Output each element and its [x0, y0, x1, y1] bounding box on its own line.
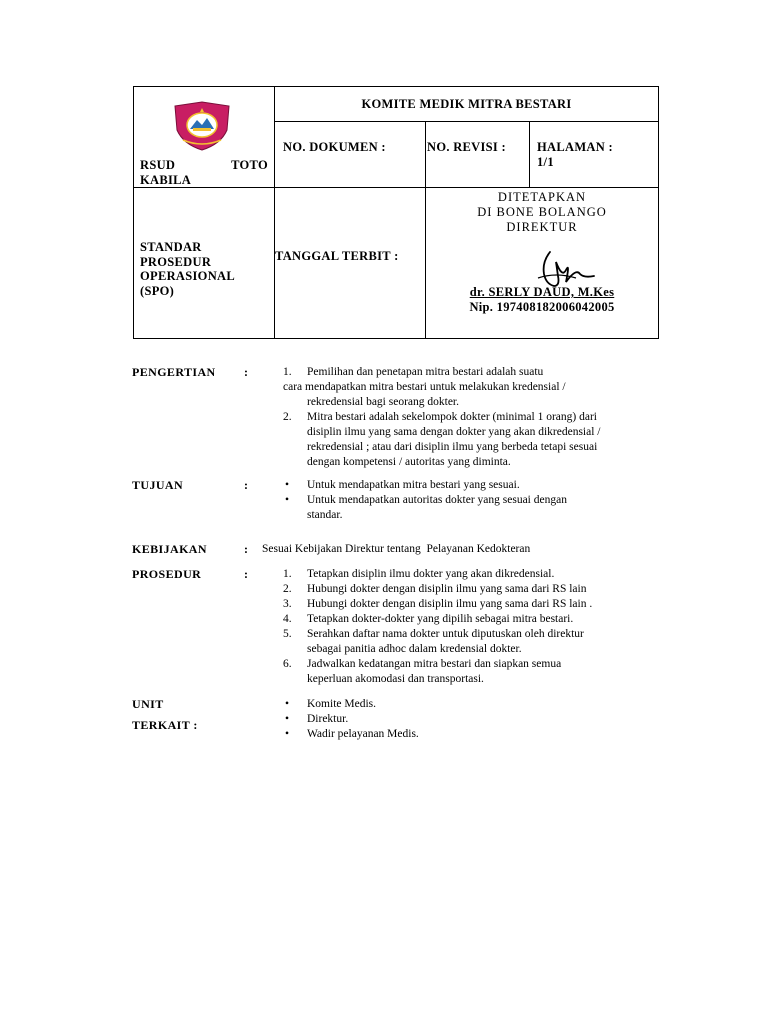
list-number: 3. — [283, 598, 292, 610]
list-item — [283, 410, 683, 470]
hospital-name — [140, 158, 268, 187]
list-item — [283, 612, 683, 627]
unit-list — [283, 697, 683, 742]
ditetapkan-cell — [426, 188, 658, 338]
list-item — [283, 657, 683, 687]
tujuan-list — [283, 478, 683, 523]
bullet-icon: • — [285, 494, 290, 506]
no-revisi-label: NO. REVISI : — [426, 122, 530, 188]
list-text: Direktur. — [307, 713, 349, 725]
hospital-name-toto: TOTO — [231, 158, 268, 172]
prosedur-colon: : — [244, 567, 248, 581]
list-text: Komite Medis. — [307, 698, 376, 710]
bullet-icon: • — [285, 728, 290, 740]
list-text: standar. — [307, 509, 343, 521]
kebijakan-label: KEBIJAKAN — [132, 542, 207, 556]
list-text: Pemilihan dan penetapan mitra bestari adalah suatu — [307, 366, 544, 378]
list-number: 1. — [283, 366, 292, 378]
list-item — [283, 727, 683, 742]
prosedur-list — [283, 567, 683, 687]
list-item — [283, 712, 683, 727]
list-item — [283, 493, 683, 523]
list-item — [283, 478, 683, 493]
list-text: keperluan akomodasi dan transportasi. — [307, 673, 484, 685]
prosedur-label: PROSEDUR — [132, 567, 202, 581]
list-text: Wadir pelayanan Medis. — [307, 728, 419, 740]
list-text: Jadwalkan kedatangan mitra bestari dan siapkan semua — [307, 658, 562, 670]
ditetapkan-line: DITETAPKAN — [497, 190, 587, 204]
list-text: Hubungi dokter dengan disiplin ilmu yang sama dari RS lain — [307, 583, 587, 595]
list-text: dengan kompetensi / autoritas yang diminta. — [307, 456, 511, 468]
pengertian-label: PENGERTIAN — [132, 365, 216, 379]
list-item — [283, 567, 683, 582]
list-number: 2. — [283, 583, 292, 595]
ditetapkan-line: DIREKTUR — [506, 220, 578, 234]
spo-line: (SPO) — [140, 283, 175, 298]
document-title: KOMITE MEDIK MITRA BESTARI — [275, 87, 658, 122]
list-text: rekredensial ; atau dari disiplin ilmu yang berbeda tetapi sesuai — [307, 441, 598, 453]
list-text: rekredensial bagi seorang dokter. — [307, 396, 459, 408]
unit-label: UNIT — [132, 697, 164, 711]
list-number: 1. — [283, 568, 292, 580]
header-table — [133, 86, 659, 339]
halaman-label: HALAMAN : — [537, 140, 613, 154]
kebijakan-colon: : — [244, 542, 248, 556]
list-item — [283, 697, 683, 712]
list-number: 2. — [283, 411, 292, 423]
tanggal-terbit-label: TANGGAL TERBIT : — [275, 188, 426, 338]
spo-line: OPERASIONAL — [140, 269, 235, 283]
no-dokumen-label: NO. DOKUMEN : — [275, 122, 426, 188]
list-text: Untuk mendapatkan mitra bestari yang sesuai. — [307, 479, 520, 491]
logo-cell — [134, 87, 275, 188]
ditetapkan-line: DI BONE BOLANGO — [477, 205, 607, 219]
list-text: Hubungi dokter dengan disiplin ilmu yang sama dari RS lain . — [307, 598, 593, 610]
pengertian-list — [283, 365, 683, 470]
hospital-name-rsud: RSUD — [140, 158, 176, 172]
terkait-label: TERKAIT : — [132, 718, 198, 732]
bullet-icon: • — [285, 698, 290, 710]
list-text: cara mendapatkan mitra bestari untuk melakukan kredensial / — [283, 381, 566, 393]
spo-cell — [134, 188, 275, 338]
list-text: Untuk mendapatkan autoritas dokter yang sesuai dengan — [307, 494, 567, 506]
list-text: Tetapkan disiplin ilmu dokter yang akan dikredensial. — [307, 568, 555, 580]
bullet-icon: • — [285, 479, 290, 491]
list-text: Mitra bestari adalah sekelompok dokter (minimal 1 orang) dari — [307, 411, 597, 423]
spo-line: STANDAR — [140, 240, 202, 254]
list-text: Serahkan daftar nama dokter untuk diputuskan oleh direktur — [307, 628, 584, 640]
signer-name: dr. SERLY DAUD, M.Kes — [469, 285, 615, 299]
tujuan-label: TUJUAN — [132, 478, 184, 492]
list-number: 5. — [283, 628, 292, 640]
list-item — [283, 365, 683, 410]
hospital-emblem-icon — [171, 100, 233, 152]
signer-nip: Nip. 197408182006042005 — [469, 300, 615, 314]
pengertian-colon: : — [244, 365, 248, 379]
list-text: sebagai panitia adhoc dalam kredensial dokter. — [307, 643, 522, 655]
list-item — [283, 627, 683, 657]
list-item — [283, 582, 683, 597]
list-text: Tetapkan dokter-dokter yang dipilih sebagai mitra bestari. — [307, 613, 574, 625]
hospital-name-kabila: KABILA — [140, 172, 192, 187]
list-number: 4. — [283, 613, 292, 625]
list-number: 6. — [283, 658, 292, 670]
kebijakan-text: Sesuai Kebijakan Direktur tentang Pelayanan Kedokteran — [262, 543, 531, 555]
halaman-value: 1/1 — [537, 155, 554, 169]
bullet-icon: • — [285, 713, 290, 725]
halaman-cell — [530, 122, 658, 188]
list-item — [283, 597, 683, 612]
list-text: disiplin ilmu yang sama dengan dokter yang akan dikredensial / — [307, 426, 601, 438]
tujuan-colon: : — [244, 478, 248, 492]
spo-line: PROSEDUR — [140, 254, 212, 269]
